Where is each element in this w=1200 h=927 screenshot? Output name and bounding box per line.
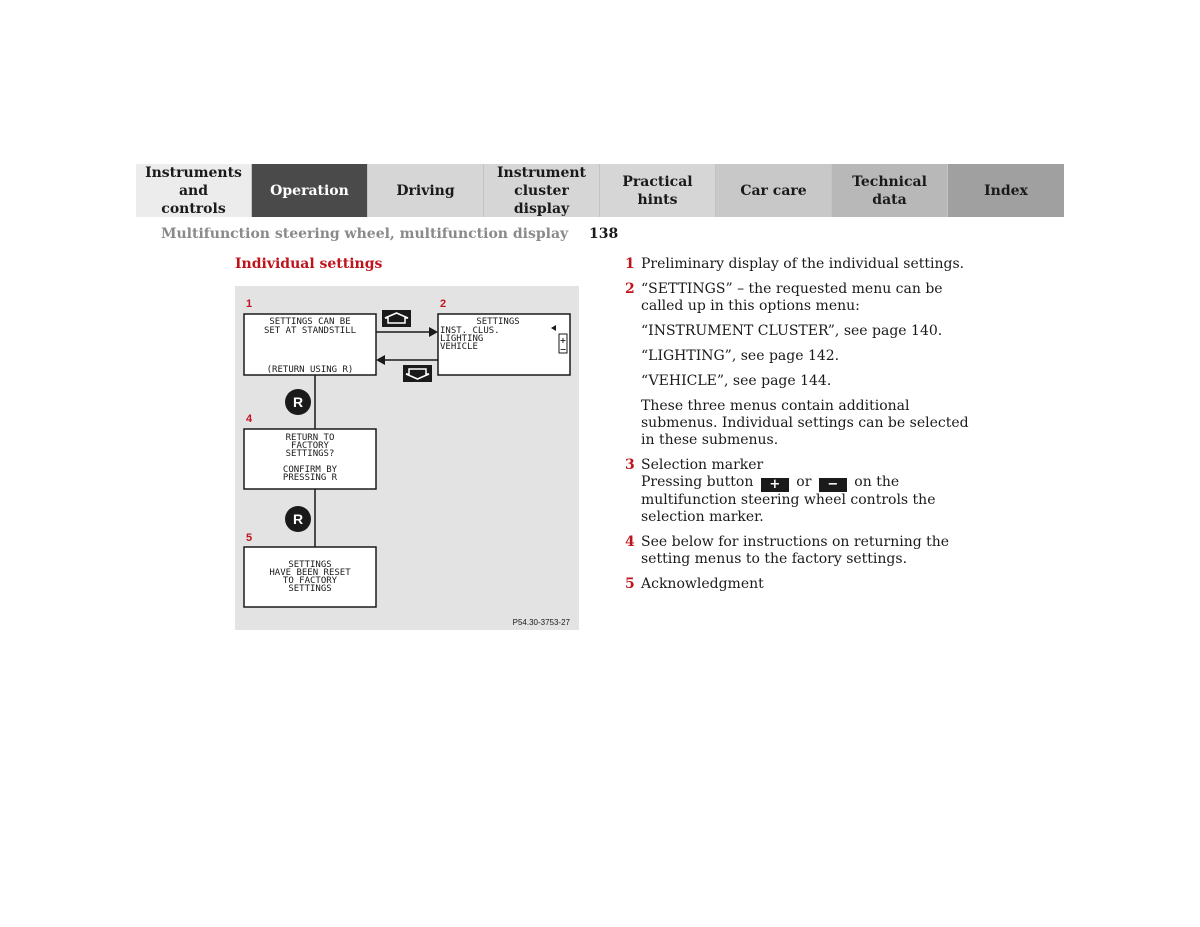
screen1-line3: (RETURN USING R) xyxy=(266,365,354,375)
item-text: Acknowledgment xyxy=(641,576,764,592)
screen4-line3: SETTINGS? xyxy=(285,449,335,459)
tab-technical-data[interactable]: Technical data xyxy=(832,164,948,217)
screen1-line2: SET AT STANDSTILL xyxy=(263,326,357,336)
screen4-line5: PRESSING R xyxy=(282,473,338,483)
tab-operation[interactable]: Operation xyxy=(252,164,368,217)
menu-ref-vehicle: “VEHICLE”, see page 144. xyxy=(641,373,832,389)
list-item xyxy=(625,457,970,526)
figure-code: P54.30-3753-27 xyxy=(512,618,570,627)
screen5-line4: SETTINGS xyxy=(288,584,332,594)
scroll-plus-sign: + xyxy=(559,336,567,345)
settings-menu-diagram xyxy=(235,286,579,630)
tab-instrument-cluster-display[interactable]: Instrument cluster display xyxy=(484,164,600,217)
tab-instruments-and-controls[interactable]: Instruments and controls xyxy=(136,164,252,217)
screen4-line4: CONFIRM BY xyxy=(282,465,338,475)
screen4-line1: RETURN TO xyxy=(285,433,335,443)
callout-5: 5 xyxy=(246,532,253,544)
screen5-line3: TO FACTORY xyxy=(282,576,338,586)
item-text xyxy=(641,474,970,526)
screen2-item-inst-clus: INST. CLUS. xyxy=(440,326,500,336)
list-item xyxy=(625,534,970,568)
arrow-right-icon xyxy=(429,327,438,337)
item-number: 5 xyxy=(625,576,635,592)
screen2-item-vehicle: VEHICLE xyxy=(440,342,478,352)
item-text: See below for instructions on returning the setting menus to the factory settings. xyxy=(641,534,950,567)
item-text: “SETTINGS” – the requested menu can be called up in this options menu: xyxy=(641,281,943,314)
submenu-note: These three menus contain additional submenus. Individual settings can be selected in these submenus. xyxy=(641,398,969,448)
tab-practical-hints[interactable]: Practical hints xyxy=(600,164,716,217)
chapter-tabs xyxy=(136,164,1064,217)
screen2-title: SETTINGS xyxy=(476,317,520,327)
screen2-item-lighting: LIGHTING xyxy=(440,334,484,344)
numbered-legend xyxy=(625,256,970,601)
r-button-label: R xyxy=(292,511,304,527)
screen5-line1: SETTINGS xyxy=(288,560,332,570)
minus-button-icon: − xyxy=(819,478,847,492)
arrow-left-icon xyxy=(376,355,385,365)
menu-ref-lighting: “LIGHTING”, see page 142. xyxy=(641,348,840,364)
plus-button-icon: + xyxy=(761,478,789,492)
item-title: Selection marker xyxy=(641,457,764,473)
callout-1: 1 xyxy=(246,298,253,310)
item-number: 4 xyxy=(625,534,635,550)
screen4-line2: FACTORY xyxy=(291,441,329,451)
scroll-minus-sign: − xyxy=(559,345,567,354)
text-segment: or xyxy=(796,474,812,490)
r-button-label: R xyxy=(292,394,304,410)
tab-index[interactable]: Index xyxy=(948,164,1064,217)
item-number: 2 xyxy=(625,281,635,297)
list-item xyxy=(625,576,970,593)
list-item xyxy=(625,256,970,273)
tab-driving[interactable]: Driving xyxy=(368,164,484,217)
page-number: 138 xyxy=(589,226,619,242)
item-number: 3 xyxy=(625,457,635,473)
item-text: Preliminary display of the individual settings. xyxy=(641,256,965,272)
callout-4: 4 xyxy=(246,413,253,425)
screen1-line1: SETTINGS CAN BE xyxy=(269,317,351,327)
item-number: 1 xyxy=(625,256,635,272)
text-segment: on the multifunction steering wheel controls the selection marker. xyxy=(641,474,936,525)
diagram-svg xyxy=(235,286,579,630)
section-title: Individual settings xyxy=(235,256,383,272)
callout-2: 2 xyxy=(440,298,447,310)
screen5-line2: HAVE BEEN RESET xyxy=(269,568,351,578)
running-head: Multifunction steering wheel, multifunction display xyxy=(161,226,569,242)
tab-car-care[interactable]: Car care xyxy=(716,164,832,217)
menu-ref-instrument-cluster: “INSTRUMENT CLUSTER”, see page 140. xyxy=(641,323,943,339)
text-segment: Pressing button xyxy=(641,474,754,490)
list-item xyxy=(625,281,970,449)
